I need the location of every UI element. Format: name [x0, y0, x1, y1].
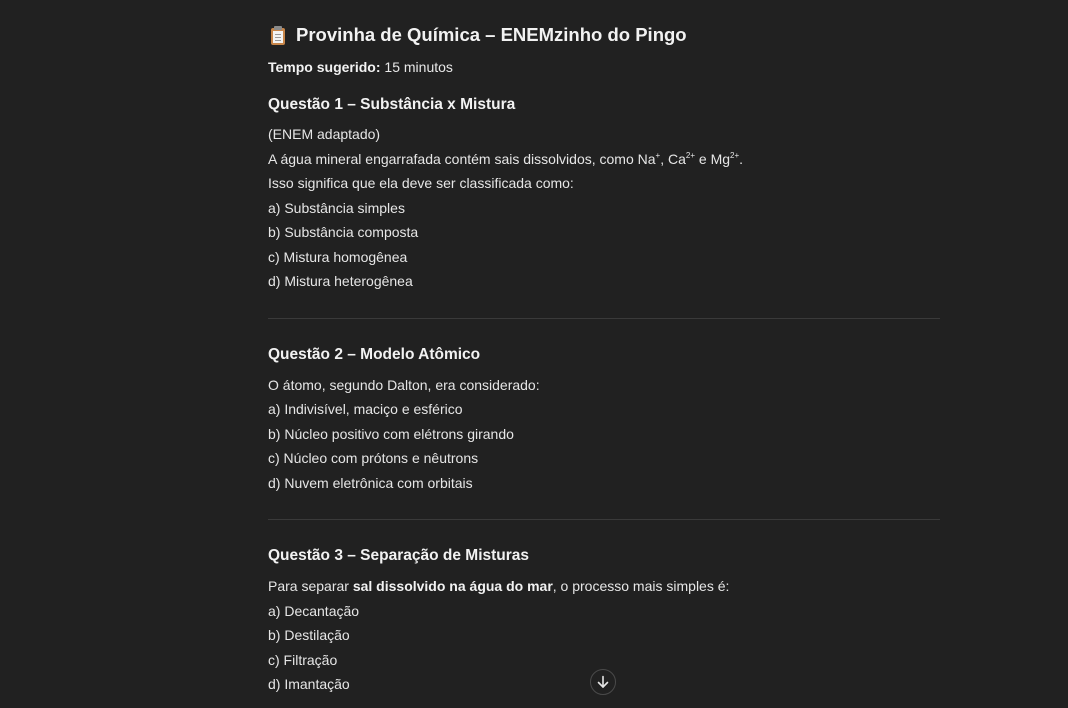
question-3-option-a: a) Decantação: [268, 602, 360, 619]
question-1-source: (ENEM adaptado): [268, 126, 381, 142]
question-1-option-b: b) Substância composta: [268, 224, 419, 240]
question-2-heading: Questão 2 – Modelo Atômico: [268, 345, 481, 363]
question-1-option-d: d) Mistura heterogênea: [268, 273, 413, 289]
suggested-time-label: Tempo sugerido:: [268, 59, 381, 75]
page-title: [270, 22, 940, 48]
question-1-option-a: a) Substância simples: [268, 199, 405, 216]
clipboard-icon: [270, 26, 286, 45]
question-3-heading: Questão 3 – Separação de Misturas: [268, 547, 530, 564]
suggested-time-value: 15 minutos: [380, 59, 453, 75]
question-2-stem: O átomo, segundo Dalton, era considerado:: [268, 376, 540, 393]
arrow-down-icon: [596, 675, 610, 689]
question-3-option-d: d) Imantação: [268, 676, 350, 692]
question-3-stem: Para separar sal dissolvido na água do mar, o processo mais simples é:: [268, 578, 730, 594]
message-content: [268, 22, 940, 697]
question-1-option-c: c) Mistura homogênea: [268, 248, 408, 265]
divider: [268, 519, 940, 520]
scroll-to-bottom-button[interactable]: [590, 669, 616, 695]
question-3-option-b: b) Destilação: [268, 627, 350, 643]
question-2-body: [268, 373, 940, 496]
question-1-body: [268, 122, 940, 294]
question-2-option-c: c) Núcleo com prótons e nêutrons: [268, 450, 479, 466]
question-1-stem-2: Isso significa que ela deve ser classificada como:: [268, 175, 574, 191]
divider: [268, 318, 940, 319]
question-3-option-c: c) Filtração: [268, 651, 338, 668]
question-2-option-b: b) Núcleo positivo com elétrons girando: [268, 425, 514, 442]
page-title-text: Provinha de Química – ENEMzinho do Pingo: [296, 24, 687, 45]
suggested-time: [268, 58, 940, 76]
question-2-option-a: a) Indivisível, maciço e esférico: [268, 401, 463, 417]
question-2-option-d: d) Nuvem eletrônica com orbitais: [268, 474, 473, 491]
question-1-stem: A água mineral engarrafada contém sais dissolvidos, como Na+, $Ca^{2+}$ e $Mg^{2+}$.: [268, 150, 744, 167]
question-1-heading: Questão 1 – Substância x Mistura: [268, 96, 516, 113]
